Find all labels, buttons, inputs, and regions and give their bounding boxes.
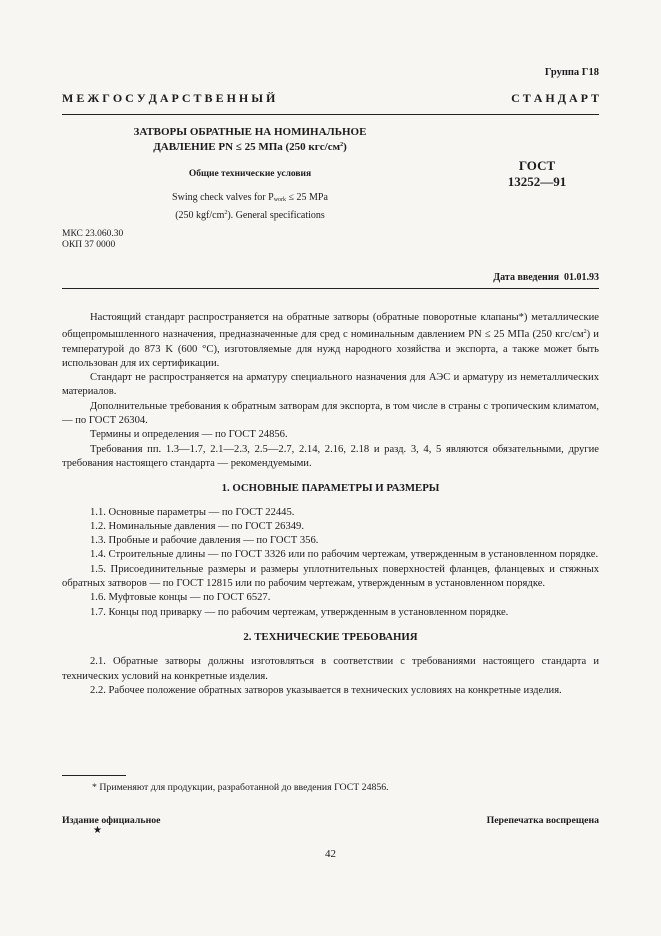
banner-word-interstate: М Е Ж Г О С У Д А Р С Т В Е Н Н Ы Й bbox=[62, 91, 276, 105]
standard-banner bbox=[62, 91, 599, 106]
title-block bbox=[100, 126, 400, 222]
intro-paragraph-3: Дополнительные требования к обратным затворам для экспорта, в том числе в страны с тропическим климатом, — по ГОСТ 26304. bbox=[62, 400, 599, 427]
title-line-1: ЗАТВОРЫ ОБРАТНЫЕ НА НОМИНАЛЬНОЕ bbox=[133, 126, 367, 138]
section-2-heading: 2. ТЕХНИЧЕСКИЕ ТРЕБОВАНИЯ bbox=[243, 630, 418, 643]
gost-number: 13252—91 bbox=[507, 174, 567, 189]
document-subtitle: Общие технические условия bbox=[188, 169, 312, 179]
section-1-heading: 1. ОСНОВНЫЕ ПАРАМЕТРЫ И РАЗМЕРЫ bbox=[221, 482, 440, 495]
official-edition-label: Издание официальное bbox=[62, 815, 161, 826]
intro-paragraph-1: Настоящий стандарт распространяется на обратные затворы (обратные поворотные клапаны*) металлические общепромышленного назначения, предназначенные для сред с номинальным давлением PN ≤ 25 МПа (250 кгс/$см^2$) и температурой до 873 K (600 °С), изготовляемые для нужд народного хозяйства и экспорта, а также может быть использован для их сертификации. bbox=[62, 312, 599, 369]
section-1-item: 1.6. Муфтовые концы — по ГОСТ 6527. bbox=[90, 592, 271, 604]
footnote: * Применяют для продукции, разработанной до введения ГОСТ 24856. bbox=[92, 782, 389, 793]
okp-code: ОКП 37 0000 bbox=[62, 240, 116, 250]
section-1-item: 1.1. Основные параметры — по ГОСТ 22445. bbox=[90, 506, 295, 518]
group-code: Группа Г18 bbox=[544, 67, 599, 78]
date-rule bbox=[62, 288, 599, 289]
english-title: Swing check valves for $P_{work} \le 25$ MPa (250 kgf/$cm^2$). General specifications bbox=[172, 192, 328, 221]
intro-paragraph-5: Требования пп. 1.3—1.7, 2.1—2.3, 2.5—2.7, 2.14, 2.16, 2.18 и разд. 3, 4, 5 являются обязательными, другие требования настоящего стандарта — рекомендуемыми. bbox=[62, 443, 599, 469]
document-title bbox=[100, 126, 400, 154]
banner-word-standard: С Т А Н Д А Р Т bbox=[511, 91, 599, 105]
section-1-item: 1.2. Номинальные давления — по ГОСТ 26349. bbox=[90, 520, 304, 532]
reprint-prohibited-label: Перепечатка воспрещена bbox=[486, 815, 599, 826]
intro-paragraph-2: Стандарт не распространяется на арматуру специального назначения для АЭС и арматуру из неметаллических материалов. bbox=[62, 372, 599, 398]
document-body bbox=[62, 311, 599, 698]
footnote-separator bbox=[62, 775, 126, 776]
section-1-item: 1.3. Пробные и рабочие давления — по ГОСТ 356. bbox=[90, 535, 319, 547]
section-1-item: 1.7. Концы под приварку — по рабочим чертежам, утвержденным в установленном порядке. bbox=[90, 606, 509, 618]
introduction-date: Дата введения 01.01.93 bbox=[493, 272, 599, 283]
section-2-item: 2.2. Рабочее положение обратных затворов указывается в технических условиях на конкретные изделия. bbox=[90, 684, 562, 696]
intro-paragraph-4: Термины и определения — по ГОСТ 24856. bbox=[90, 429, 288, 441]
section-2-item: 2.1. Обратные затворы должны изготовляться в соответствии с требованиями настоящего стандарта и технических условий на конкретные изделия. bbox=[62, 656, 599, 682]
gost-label: ГОСТ bbox=[518, 158, 556, 173]
section-1-item: 1.4. Строительные длины — по ГОСТ 3326 или по рабочим чертежам, утвержденным в установленном порядке. bbox=[90, 549, 599, 561]
gost-designation bbox=[492, 158, 582, 190]
classification-codes bbox=[62, 229, 123, 251]
mks-code: МКС 23.060.30 bbox=[62, 229, 124, 239]
star-icon: ★ bbox=[93, 825, 102, 836]
header-rule bbox=[62, 114, 599, 115]
page-number: 42 bbox=[325, 848, 336, 860]
title-line-2: ДАВЛЕНИЕ PN ≤ 25 МПа (250 кгс/$см^2$) bbox=[153, 141, 347, 153]
section-1-item: 1.5. Присоединительные размеры и размеры уплотнительных поверхностей фланцев, фланцевых и стяжных обратных затворов — по ГОСТ 12815 или по рабочим чертежам, утвержденным в установленном порядке. bbox=[62, 563, 599, 590]
